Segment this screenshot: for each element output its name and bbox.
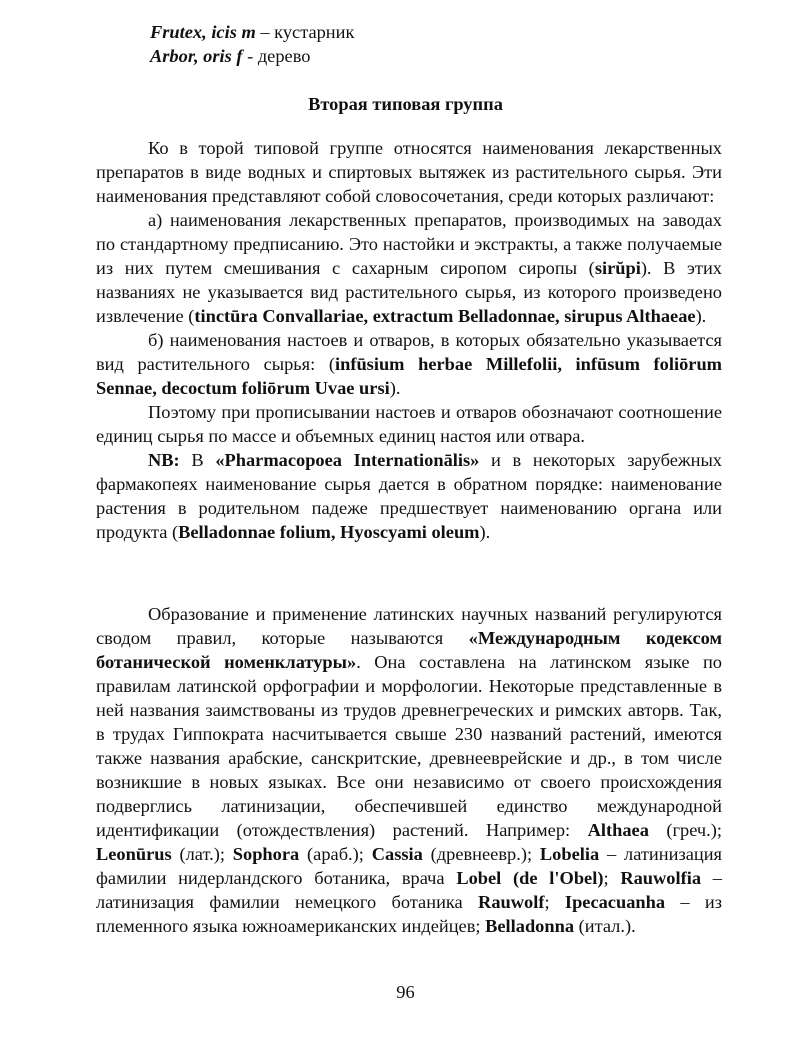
text-run: – из племенного языка южноамериканских индейцев; — [96, 892, 722, 936]
text-run: (лат.); — [171, 844, 233, 864]
text-run: – латинизация фамилии нидерландского ботаника, врача — [96, 844, 723, 888]
text-run: б) наименования настоев и отваров, в которых обязательно указывается вид растительного сырья: ( — [96, 330, 722, 374]
vocab-item — [150, 20, 354, 44]
latin-term: Sophora — [232, 844, 300, 864]
text-run: ; — [544, 892, 565, 912]
text-run: – латинизация фамилии немецкого ботаника — [96, 868, 722, 912]
item-a-paragraph — [96, 208, 722, 328]
section-two-body — [96, 602, 722, 938]
latin-term: Ipecacuanha — [564, 892, 666, 912]
section-heading: Вторая типовая группа — [308, 94, 503, 114]
latin-term: sirŭpi — [594, 258, 641, 278]
nomenclature-paragraph — [96, 602, 722, 938]
text-run: (араб.); — [299, 844, 372, 864]
text-run: и в некоторых зарубежных фармакопеях наименование сырья дается в обратном порядке: наименование растения в родительном падеже предшествует наименованию органа или продукта ( — [96, 450, 722, 542]
vocab-translation: – кустарник — [255, 22, 355, 42]
item-b-paragraph — [96, 328, 722, 400]
latin-term: Rauwolf — [478, 892, 545, 912]
latin-term: Belladonnae folium, Hyoscyami oleum — [178, 522, 480, 542]
text-run: ). — [479, 522, 491, 542]
latin-term: tinctūra Convallariae, extractum Belladonnae, sirupus Althaeae — [194, 306, 696, 326]
prescription-paragraph: Поэтому при прописывании настоев и отваров обозначают соотношение единиц сырья по массе и объемных единиц настоя или отвара. — [96, 402, 722, 446]
vocab-term: Arbor, oris f — [150, 46, 243, 66]
text-run: (древнеевр.); — [422, 844, 540, 864]
text-run: (итал.). — [574, 916, 636, 936]
latin-term: Lobelia — [539, 844, 600, 864]
vocab-translation: - дерево — [242, 46, 311, 66]
nb-label: NB: — [148, 450, 180, 470]
latin-term: «Pharmacopoea Internationālis» — [215, 450, 480, 470]
intro-paragraph: Ко в торой типовой группе относятся наименования лекарственных препаратов в виде водных и спиртовых вытяжек из растительного сырья. Эти наименования представляют собой словосочетания, среди которых различают: — [96, 138, 722, 206]
section-one-body — [96, 136, 722, 544]
latin-term: Althaea — [587, 820, 649, 840]
vocab-term: Frutex, icis m — [150, 22, 256, 42]
text-run: ). В этих названиях не указывается вид растительного сырья, из которого произведено извлечение ( — [96, 258, 723, 326]
vocab-item — [150, 44, 354, 68]
text-run: (греч.); — [648, 820, 722, 840]
latin-term: Belladonna — [485, 916, 575, 936]
vocabulary-list — [150, 20, 354, 68]
text-run: В — [179, 450, 216, 470]
latin-term: infūsium herbae Millefolii, infūsum foliōrum Sennae, decoctum foliōrum Uvae ursi — [96, 354, 722, 398]
bold-term: «Международным кодексом ботанической номенклатуры» — [96, 628, 723, 672]
text-run: Образование и применение латинских научных названий регулируются сводом правил, которые называются — [96, 604, 722, 648]
latin-term: Rauwolfia — [620, 868, 702, 888]
text-run: ). — [389, 378, 401, 398]
text-run: . Она составлена на латинском языке по правилам латинской орфографии и морфологии. Некоторые представленные в ней названия заимствованы из трудов древнегреческих и римских авторв. Так, в трудах Гиппократа насчитывается свыше 230 названий растений, имеются также названия арабские, санскритские, древнееврейские и др., в том числе возникшие в новых языках. Все они независимо от своего происхождения подверглись латинизации, обеспечившей единство международной идентификации (отождествления) растений. Например: — [96, 652, 722, 840]
latin-term: Cassia — [371, 844, 423, 864]
nb-paragraph — [96, 448, 722, 544]
text-run: ; — [603, 868, 621, 888]
latin-term: Leonūrus — [96, 844, 172, 864]
text-run: ). — [695, 306, 707, 326]
text-run: а) наименования лекарственных препаратов, производимых на заводах по стандартному предписанию. Это настойки и экстракты, а также получаемые из них путем смешивания с сахарным сиропом сиропы ( — [96, 210, 722, 278]
page-number: 96 — [396, 982, 415, 1002]
latin-term: Lobel (de l'Obel) — [456, 868, 604, 888]
